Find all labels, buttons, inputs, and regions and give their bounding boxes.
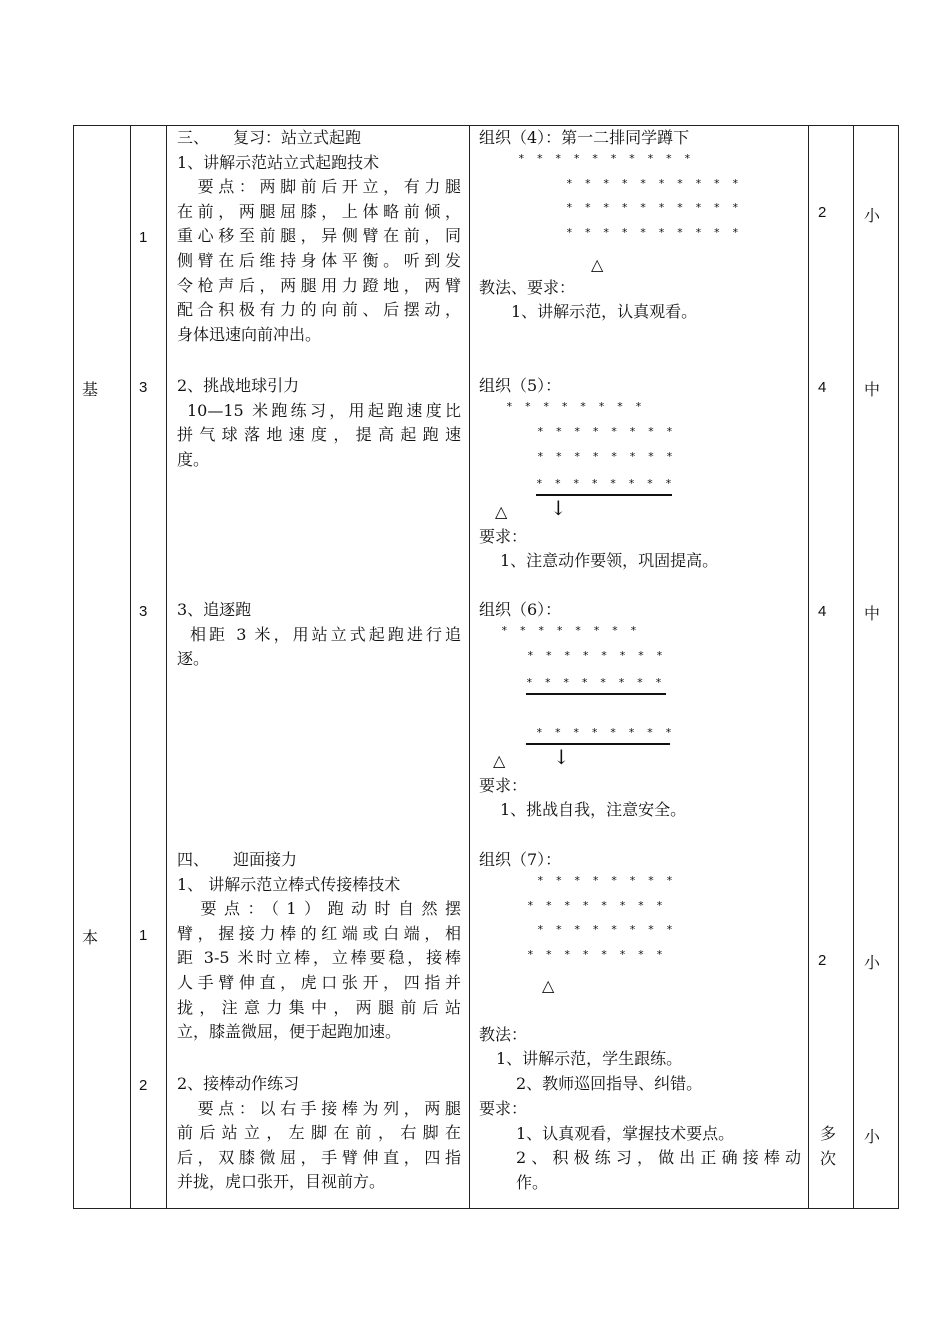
formation-row: * * * * * * * * * * — [566, 177, 742, 190]
formation-row: * * * * * * * * * * — [566, 226, 742, 239]
method-label: 教法： — [479, 1025, 528, 1044]
content-block-5 — [177, 1072, 461, 1195]
content-line: 10—15 米跑练习，用起跑速度比 — [187, 400, 461, 420]
content-line: 臂，握接力棒的红端或白端，相 — [177, 923, 461, 943]
content-heading: 2、接棒动作练习 — [177, 1074, 300, 1093]
intensity-cell: 小 — [864, 206, 881, 225]
intensity-cell: 小 — [864, 953, 881, 972]
method-item: 2、教师巡回指导、纠错。 — [516, 1074, 703, 1093]
req-item: 1、注意动作要领，巩固提高。 — [500, 551, 719, 570]
content-line: 前后站立，左脚在前，右脚在 — [177, 1123, 461, 1143]
times-cell: 多 次 — [820, 1124, 837, 1168]
req-item: 1、认真观看，掌握技术要点。 — [516, 1124, 735, 1143]
section-label-bottom: 本 — [82, 928, 99, 947]
content-line: 拢，注意力集中，两腿前后站 — [177, 997, 461, 1017]
content-block-2 — [177, 374, 461, 472]
times-cell: 4 — [818, 603, 827, 620]
intensity-cell: 小 — [864, 1127, 881, 1146]
arrow-down-icon: ↓ — [553, 745, 570, 769]
req-item: 2、积极练习，做出正确接棒动 — [516, 1148, 801, 1167]
content-heading: 2、挑战地球引力 — [177, 376, 300, 395]
method-item: 1、讲解示范，学生跟练。 — [496, 1049, 683, 1068]
content-line: 逐。 — [177, 649, 210, 669]
formation-row: * * * * * * * * * * — [566, 201, 742, 214]
time-cell: 3 — [139, 603, 148, 620]
req-label: 教法、要求： — [479, 278, 576, 297]
content-heading: 三、 复习：站立式起跑 — [177, 128, 362, 147]
formation-row-finish-line: * * * * * * * * — [526, 724, 670, 745]
req-label: 要求： — [479, 527, 528, 546]
content-heading: 3、追逐跑 — [177, 600, 252, 619]
req-label: 要求： — [479, 776, 528, 795]
column-divider — [853, 126, 854, 1208]
formation-row: * * * * * * * * — [527, 948, 666, 961]
time-cell: 2 — [139, 1077, 148, 1094]
column-divider — [130, 126, 131, 1208]
intensity-cell: 中 — [864, 380, 881, 399]
content-line: 要点：（1）跑动时自然摆 — [177, 899, 461, 919]
content-line: 相距 3 米，用站立式起跑进行追 — [190, 624, 461, 644]
time-cell: 1 — [139, 229, 148, 246]
content-line: 令枪声后，两腿用力蹬地，两臂 — [177, 275, 461, 295]
content-block-3 — [177, 598, 461, 672]
arrow-down-icon: ↓ — [550, 496, 567, 520]
req-item: 作。 — [516, 1172, 549, 1192]
column-divider — [808, 126, 809, 1208]
content-heading: 四、 迎面接力 — [177, 850, 298, 869]
content-line: 度。 — [177, 449, 210, 469]
times-cell: 2 — [818, 204, 827, 221]
org-title: 组织（6）： — [479, 600, 562, 619]
content-line: 后，双膝微屈，手臂伸直，四指 — [177, 1147, 461, 1167]
content-subheading: 1、讲解示范站立式起跑技术 — [177, 152, 380, 172]
times-cell: 4 — [818, 379, 827, 396]
content-line: 重心移至前腿，异侧臂在前，同 — [177, 226, 461, 246]
intensity-cell: 中 — [864, 604, 881, 623]
column-divider — [166, 126, 167, 1208]
teacher-triangle-icon: △ — [542, 976, 555, 995]
times-cell: 2 — [818, 952, 827, 969]
formation-row: * * * * * * * * — [527, 649, 666, 662]
req-item: 1、讲解示范，认真观看。 — [511, 302, 698, 321]
formation-row: * * * * * * * * — [527, 899, 666, 912]
teacher-triangle-icon: △ — [493, 751, 506, 770]
org-title: 组织（4）：第一二排同学蹲下 — [479, 128, 690, 147]
section-label-top: 基 — [82, 380, 99, 399]
formation-row: * * * * * * * * — [537, 450, 676, 463]
content-block-1 — [177, 126, 461, 347]
content-line: 在前，两腿屈膝，上体略前倾， — [177, 201, 461, 221]
formation-row: * * * * * * * * — [501, 624, 640, 637]
formation-row-start-line: * * * * * * * * — [536, 475, 672, 496]
formation-row: * * * * * * * * — [537, 425, 676, 438]
formation-row: * * * * * * * * * * — [518, 152, 694, 165]
content-line: 身体迅速向前冲出。 — [177, 324, 322, 344]
teacher-triangle-icon: △ — [591, 255, 604, 274]
content-line: 侧臂在后维持身体平衡。听到发 — [177, 250, 461, 270]
content-subheading: 1、 讲解示范立棒式传接棒技术 — [177, 874, 401, 894]
formation-row: * * * * * * * * — [537, 923, 676, 936]
teacher-triangle-icon: △ — [495, 502, 508, 521]
formation-row-start-line: * * * * * * * * — [526, 674, 666, 695]
content-line: 要点：两脚前后开立，有力腿 — [177, 177, 461, 197]
org-title: 组织（7）： — [479, 850, 562, 869]
formation-row: * * * * * * * * — [506, 400, 645, 413]
content-line: 并拢，虎口张开，目视前方。 — [177, 1172, 386, 1192]
req-label: 要求： — [479, 1099, 528, 1118]
org-title: 组织（5）： — [479, 376, 562, 395]
content-line: 配合积极有力的向前、后摆动， — [177, 300, 461, 320]
content-line: 距 3-5 米时立棒，立棒要稳，接棒 — [177, 948, 461, 968]
formation-row: * * * * * * * * — [537, 874, 676, 887]
content-line: 拼气球落地速度，提高起跑速 — [177, 425, 461, 445]
content-block-4 — [177, 848, 461, 1045]
req-item-wrap — [516, 1146, 801, 1195]
content-line: 立，膝盖微屈，便于起跑加速。 — [177, 1022, 402, 1042]
content-line: 要点：以右手接棒为列，两腿 — [177, 1098, 461, 1118]
content-line: 人手臂伸直，虎口张开，四指并 — [177, 972, 461, 992]
time-cell: 1 — [139, 927, 148, 944]
req-item: 1、挑战自我，注意安全。 — [500, 800, 687, 819]
time-cell: 3 — [139, 379, 148, 396]
column-divider — [469, 126, 470, 1208]
